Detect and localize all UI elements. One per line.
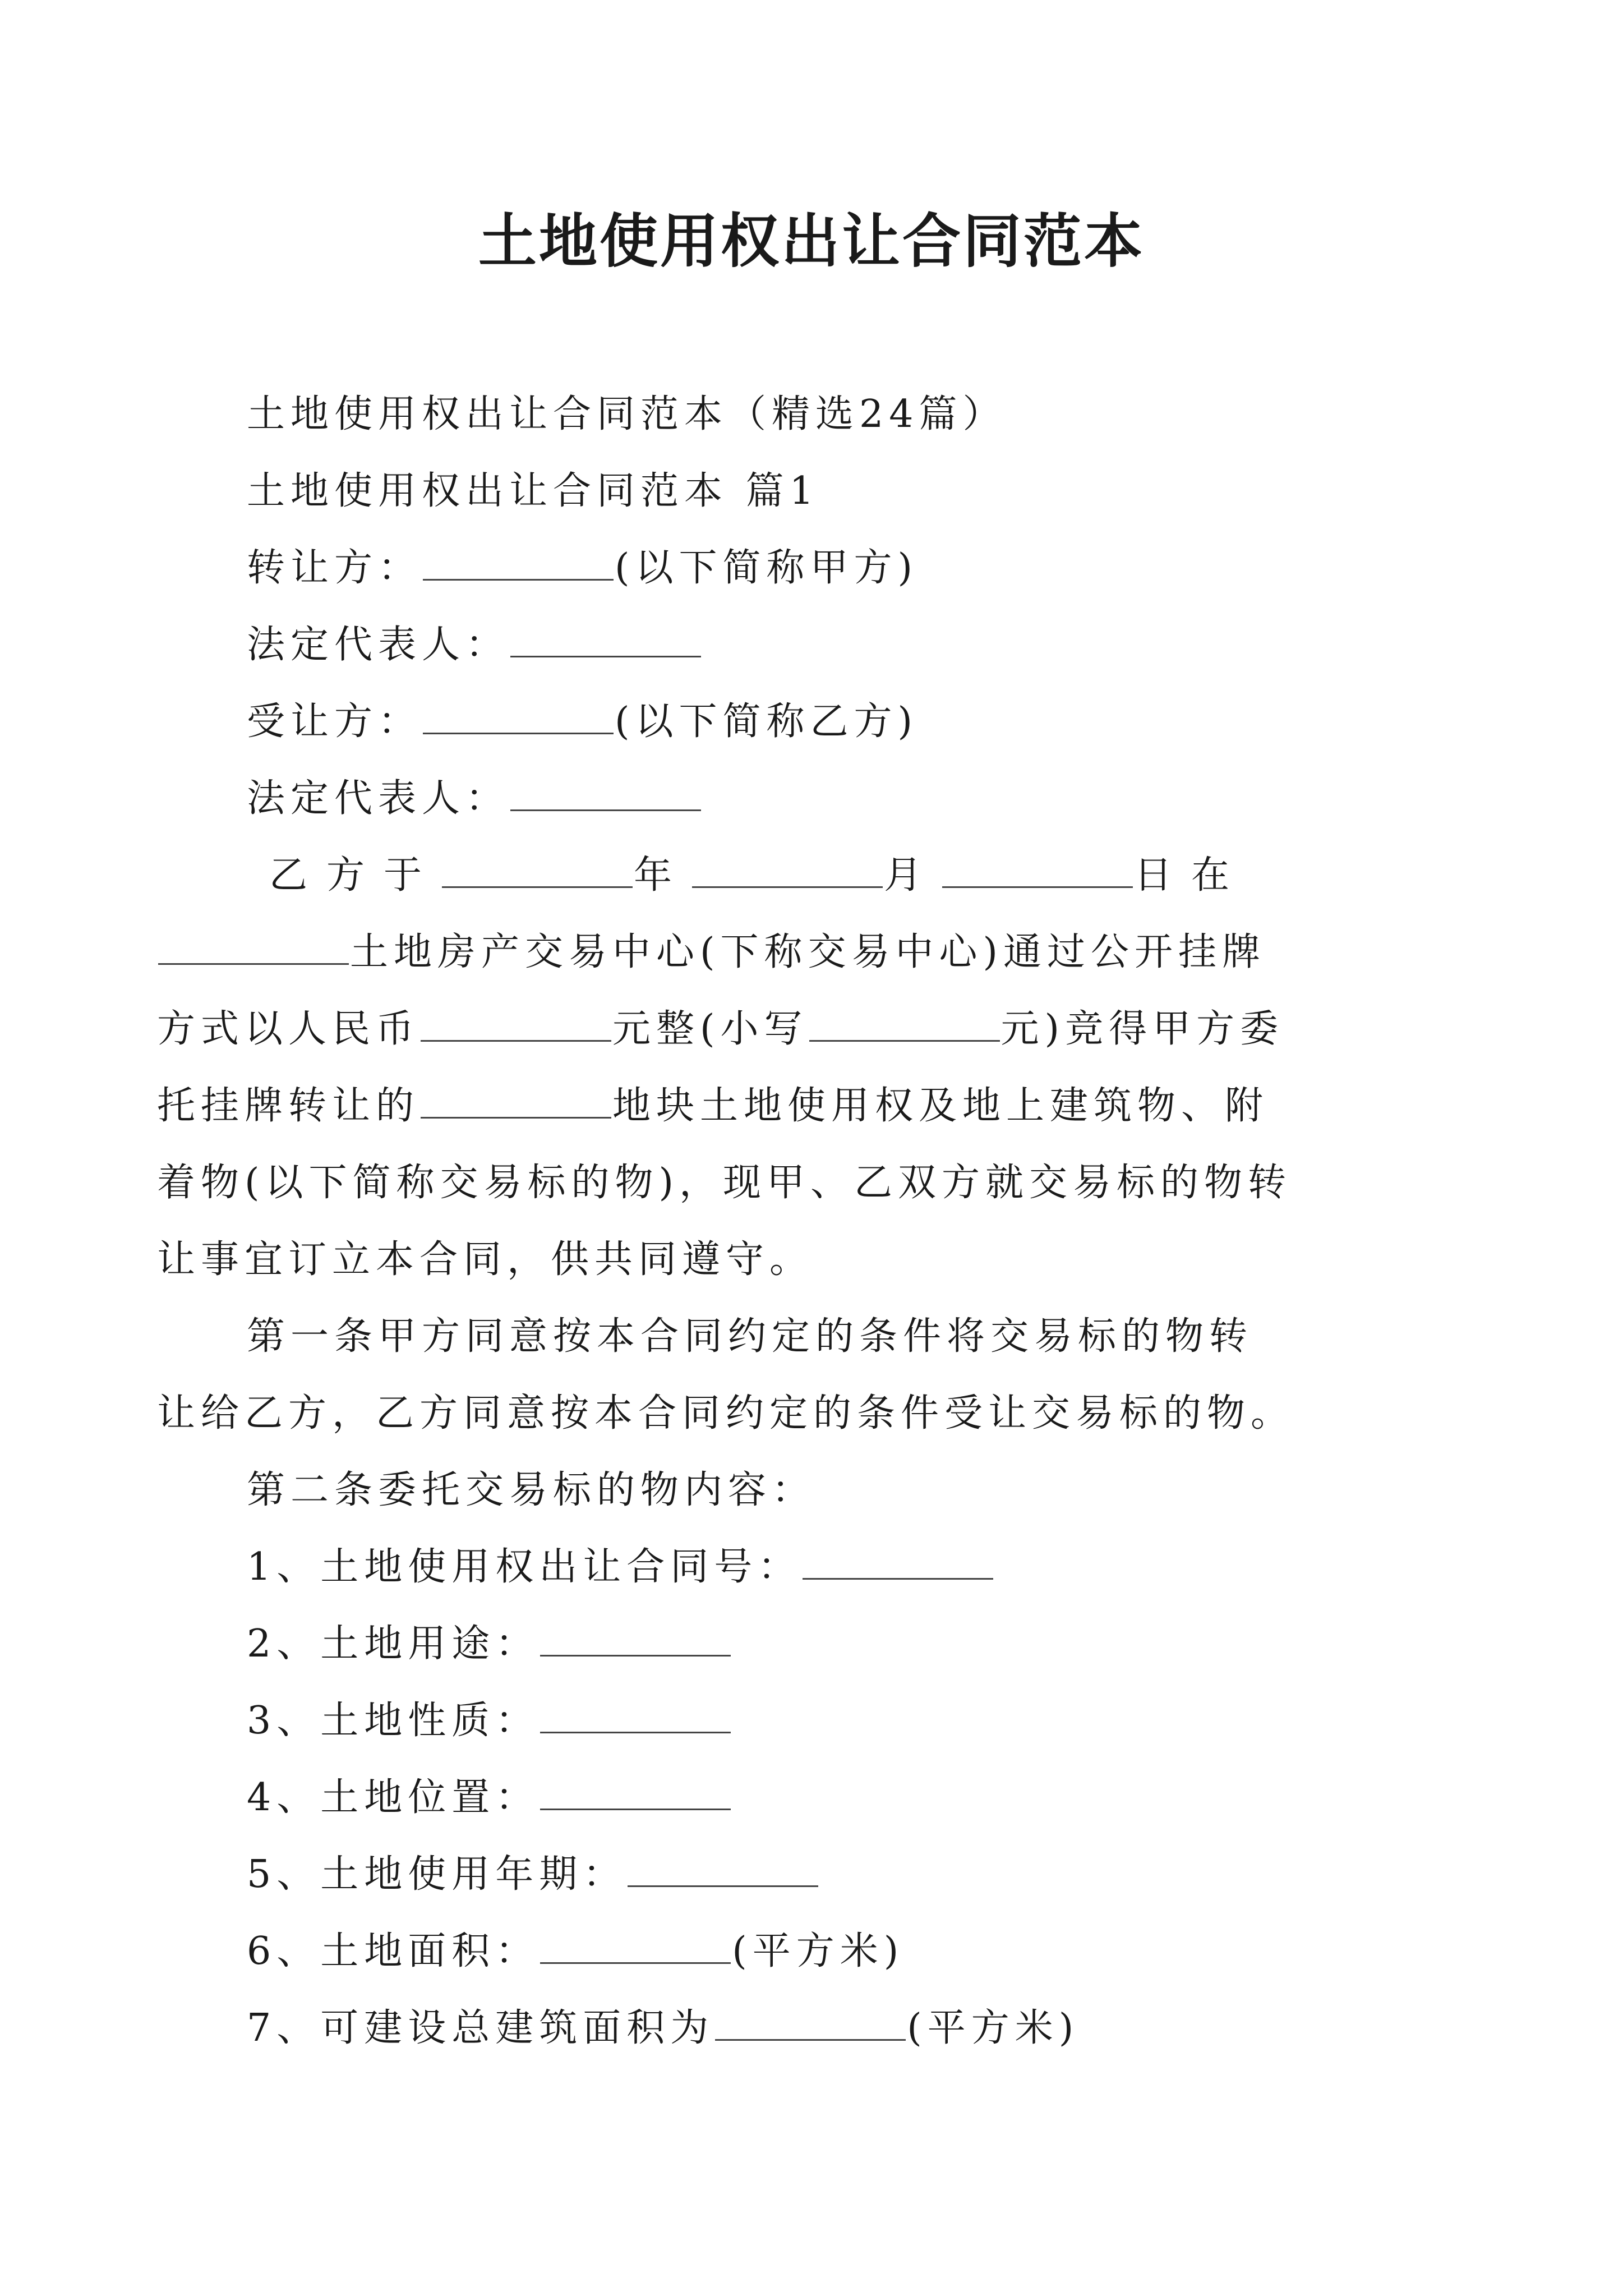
list-item xyxy=(247,1913,1402,1990)
item-label: 7、可建设总建筑面积为 xyxy=(247,2006,714,2050)
intro-line-5: 着物(以下简称交易标的物)，现甲、乙双方就交易标的物转 xyxy=(157,1161,1292,1205)
item-blank xyxy=(540,1697,731,1733)
article-1-line-1: 第一条甲方同意按本合同约定的条件将交易标的物转 xyxy=(247,1314,1253,1359)
item-label: 4、土地位置： xyxy=(247,1775,540,1820)
intro-text: 土地房产交易中心(下称交易中心)通过公开挂牌 xyxy=(350,930,1266,974)
item-label: 5、土地使用年期： xyxy=(247,1852,627,1897)
document-body xyxy=(157,376,1402,2067)
center-blank xyxy=(158,928,349,965)
transferee-label: 受让方： xyxy=(247,700,422,744)
transferee-suffix: (以下简称乙方) xyxy=(615,700,919,744)
transferor-blank xyxy=(423,544,614,581)
intro-line-4 xyxy=(157,1068,1402,1144)
transferor-suffix: (以下简称甲方) xyxy=(615,546,919,590)
item-blank xyxy=(628,1851,818,1887)
list-item xyxy=(247,1682,1402,1759)
list-item xyxy=(247,1529,1402,1605)
document-title: 土地使用权出让合同范本 xyxy=(478,207,1145,275)
item-blank xyxy=(540,1774,731,1810)
rep2-label: 法定代表人： xyxy=(247,776,510,821)
transferor-line xyxy=(247,530,1402,606)
year-label: 年 xyxy=(634,853,691,898)
intro-text: 元整(小写 xyxy=(612,1007,808,1051)
intro-line-3 xyxy=(157,991,1402,1068)
article-2-heading: 第二条委托交易标的物内容： xyxy=(247,1468,816,1512)
item-blank xyxy=(803,1543,993,1580)
rep1-line xyxy=(247,606,1402,683)
list-item xyxy=(247,1759,1402,1836)
list-item xyxy=(247,1836,1402,1913)
article-1 xyxy=(157,1298,1402,1452)
item-suffix: (平方米) xyxy=(732,1929,905,1973)
item-label: 2、土地用途： xyxy=(247,1622,540,1666)
transferee-line xyxy=(247,683,1402,760)
intro-text: 地块土地使用权及地上建筑物、附 xyxy=(612,1084,1269,1128)
rep1-blank xyxy=(510,621,701,657)
item-blank xyxy=(540,1620,731,1657)
day-blank xyxy=(942,852,1133,888)
item-label: 6、土地面积： xyxy=(247,1929,540,1973)
month-blank xyxy=(692,852,883,888)
article-1-line-2: 让给乙方，乙方同意按本合同约定的条件受让交易标的物。 xyxy=(157,1391,1295,1435)
item-label: 1、土地使用权出让合同号： xyxy=(247,1545,802,1589)
intro-text: 元)竞得甲方委 xyxy=(1000,1007,1284,1051)
intro-line-6: 让事宜订立本合同，供共同遵守。 xyxy=(157,1237,814,1282)
section-heading: 土地使用权出让合同范本 篇1 xyxy=(247,469,819,513)
item-blank xyxy=(715,2004,906,2041)
rep2-blank xyxy=(510,775,701,811)
rep2-line xyxy=(247,760,1402,837)
item-label: 3、土地性质： xyxy=(247,1699,540,1743)
item-blank xyxy=(540,1927,731,1964)
list-item xyxy=(247,1605,1402,1682)
amount-blank xyxy=(421,1005,611,1042)
transferor-label: 转让方： xyxy=(247,546,422,590)
intro-text: 乙方于 xyxy=(269,853,441,898)
amount-small-blank xyxy=(809,1005,1000,1042)
intro-text: 方式以人民币 xyxy=(157,1007,420,1051)
day-label: 日在 xyxy=(1134,853,1249,898)
month-label: 月 xyxy=(884,853,942,898)
transferee-blank xyxy=(423,698,614,734)
rep1-label: 法定代表人： xyxy=(247,623,510,667)
list-item xyxy=(247,1990,1402,2067)
plot-blank xyxy=(421,1082,611,1119)
subtitle: 土地使用权出让合同范本（精选24篇） xyxy=(247,392,1007,436)
intro-line-2 xyxy=(157,914,1402,991)
intro-paragraph xyxy=(157,837,1402,1298)
year-blank xyxy=(442,852,633,888)
item-suffix: (平方米) xyxy=(907,2006,1080,2050)
intro-text: 托挂牌转让的 xyxy=(157,1084,420,1128)
intro-line-1 xyxy=(157,837,1402,914)
